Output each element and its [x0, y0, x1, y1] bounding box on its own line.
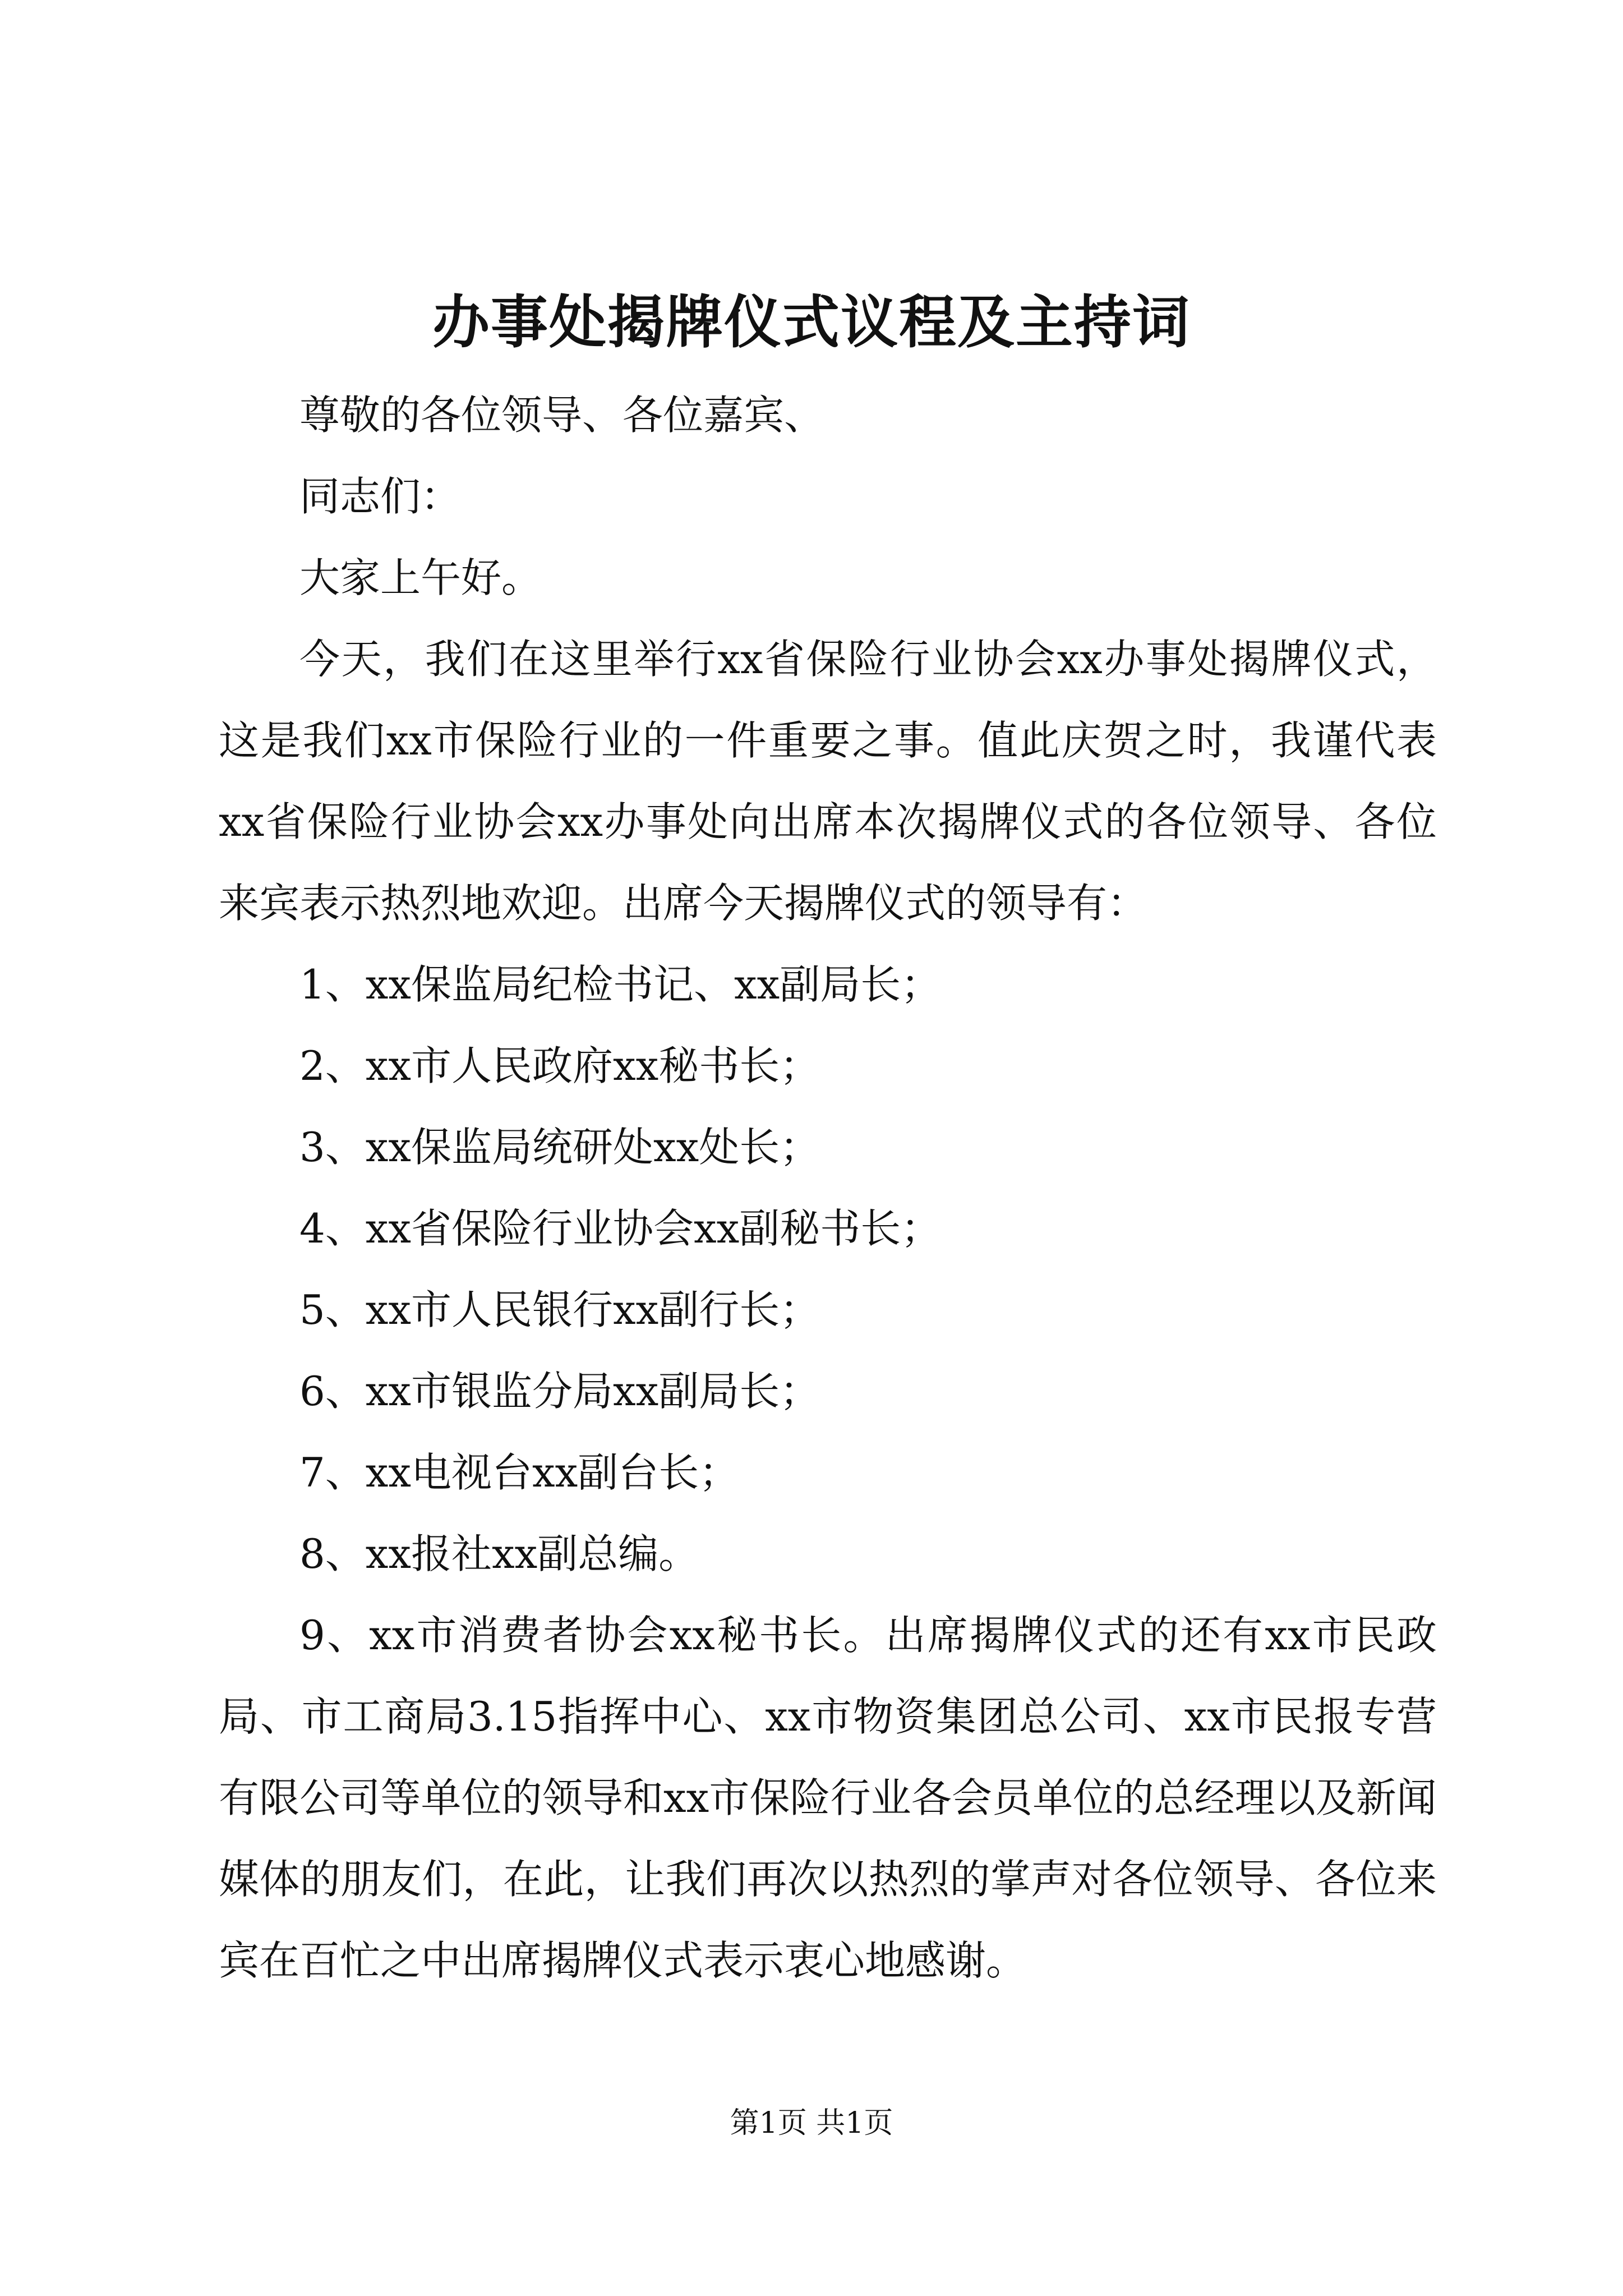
leader-list-item: 3、xx保监局统研处xx处长； — [299, 1124, 820, 1171]
salutation-line: 同志们： — [299, 473, 462, 520]
leader-list-item: 4、xx省保险行业协会xx副秘书长； — [299, 1205, 942, 1252]
leader-list-item: 5、xx市人民银行xx副行长； — [299, 1286, 820, 1333]
leader-list-item: 7、xx电视台xx副台长； — [299, 1449, 740, 1496]
leader-list-item: 8、xx报社xx副总编。 — [299, 1530, 699, 1577]
salutation-line: 尊敬的各位领导、各位嘉宾、 — [299, 392, 825, 439]
page-footer: 第1页 共1页 — [730, 2106, 893, 2140]
leader-list-item: 2、xx市人民政府xx秘书长； — [299, 1042, 820, 1089]
greeting-line: 大家上午好。 — [299, 554, 542, 601]
closing-paragraph: 9、xx市消费者协会xx秘书长。出席揭牌仪式的还有xx市民政局、市工商局3.15指挥中心、xx市物资集团总公司、xx市民报专营有限公司等单位的领导和xx市保险行业各会员单位的总经理以及新闻媒体的朋友们，在此，让我们再次以热烈的掌声对各位领导、各位来宾在百忙之中出席揭牌仪式表示衷心地感谢。 — [219, 1612, 1437, 1984]
document-body — [219, 375, 1437, 2001]
leader-list-item: 6、xx市银监分局xx副局长； — [299, 1368, 820, 1415]
leader-list-item: 1、xx保监局纪检书记、xx副局长； — [299, 961, 942, 1008]
document-title: 办事处揭牌仪式议程及主持词 — [432, 289, 1191, 356]
intro-paragraph: 今天，我们在这里举行xx省保险行业协会xx办事处揭牌仪式，这是我们xx市保险行业的一件重要之事。值此庆贺之时，我谨代表xx省保险行业协会xx办事处向出席本次揭牌仪式的各位领导、各位来宾表示热烈地欢迎。出席今天揭牌仪式的领导有： — [219, 636, 1437, 927]
